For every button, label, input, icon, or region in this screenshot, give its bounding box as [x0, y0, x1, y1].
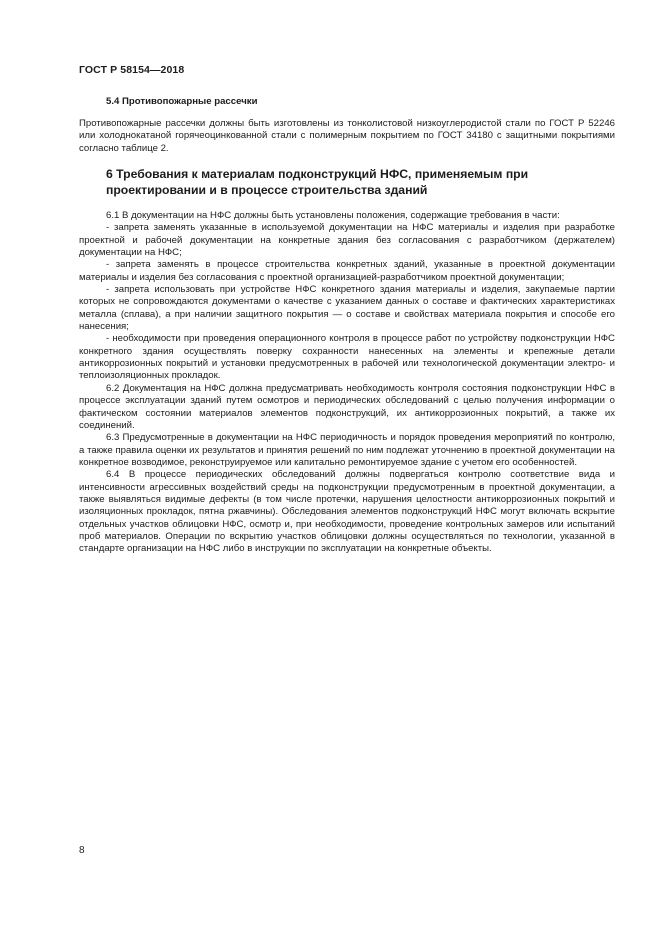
paragraph-6-1: 6.1 В документации на НФС должны быть установлены положения, содержащие требования в части:	[106, 210, 560, 221]
section-5-4-text: Противопожарные рассечки должны быть изготовлены из тонколистовой низкоуглеродистой стали по ГОСТ Р 52246 или холоднокатаной горячеоцинкованной стали с полимерным покрытием по ГОСТ 34180 с защитными покрытиями согласно таблице 2.	[79, 118, 615, 154]
document-header: ГОСТ Р 58154—2018	[79, 64, 185, 76]
section-6-heading: 6 Требования к материалам подконструкций НФС, применяемым при проектировании и в процессе строительства зданий	[106, 167, 529, 197]
list-item: - запрета использовать при устройстве НФС конкретного здания материалы и изделия, закупаемые партии которых не сопровождаются документами о качестве с указанием данных о составе и фактических характеристиках металла (сплава), а при наличии защитного покрытия — о составе и свойствах материала покрытия и способе его нанесения;	[79, 284, 615, 333]
section-5-4-heading: 5.4 Противопожарные рассечки	[106, 96, 258, 107]
page-number: 8	[79, 845, 85, 856]
list-item: - необходимости при проведения операционного контроля в процессе работ по устройству подконструкции НФС конкретного здания осуществлять поверку сохранности нанесенных на элементы и крепежные детали антикоррозионных покрытий и установки предусмотренных в рабочей или технологической документации электро- и теплоизоляционных прокладок.	[79, 333, 615, 382]
paragraph-6-2: 6.2 Документация на НФС должна предусматривать необходимость контроля состояния подконструкции НФС в процессе эксплуатации зданий путем осмотров и периодических обследований с целью получения информации о фактическом состоянии материалов элементов подконструкций, их антикоррозионных покрытий, а также их соединений.	[79, 382, 615, 431]
section-6-body	[79, 210, 615, 556]
list-item: - запрета заменять в процессе строительства конкретных зданий, указанные в проектной документации материалы и изделия без согласования с проектной организацией-разработчиком проектной документации;	[79, 259, 615, 283]
paragraph-6-3: 6.3 Предусмотренные в документации на НФС периодичность и порядок проведения мероприятий по контролю, а также правила оценки их результатов и принятия решений по ним подлежат уточнению в проектной документации на конкретное возводимое, реконструируемое или капитально ремонтируемое здание с учетом его особенностей.	[79, 432, 615, 468]
paragraph-6-4: 6.4 В процессе периодических обследований должны подвергаться контролю соответствие вида и интенсивности агрессивных воздействий среды на подконструкции предусмотренным в проектной документации, а также выявляться видимые дефекты (в том числе протечки, нарушения целостности антикоррозионных покрытий и изоляционных прокладок, пятна ржавчины). Обследования элементов подконструкций НФС могут включать вскрытие отдельных участков облицовки НФС, осмотр и, при необходимости, проведение контрольных замеров или испытаний проб материалов. Операции по вскрытию участков облицовки должны осуществляться по технологии, указанной в стандарте организации на НФС либо в инструкции по эксплуатации на конкретные объекты.	[79, 469, 615, 555]
list-item: - запрета заменять указанные в используемой документации на НФС материалы и изделия при разработке проектной и рабочей документации на конкретные здания без согласования с разработчиком (держателем) документации на НФС;	[79, 222, 615, 259]
